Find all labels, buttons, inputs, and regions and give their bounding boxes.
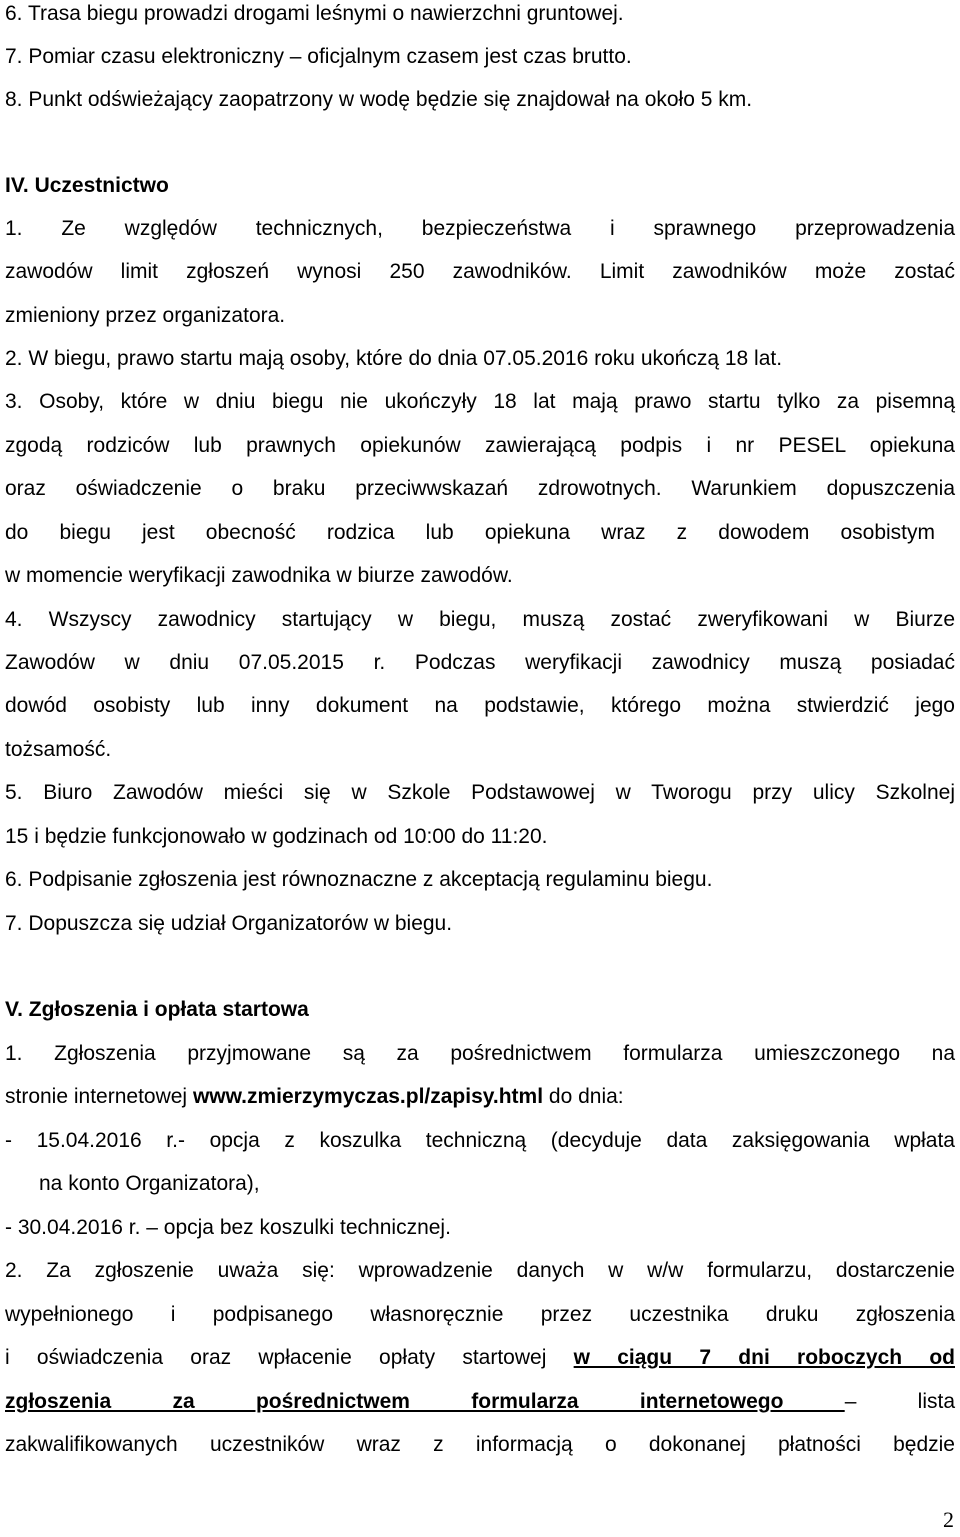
rule-5-2-line-3-pre: i oświadczenia oraz wpłacenie opłaty startowej [5,1346,574,1369]
rule-4-5-line-2: 15 i będzie funkcjonowało w godzinach od 10:00 do 11:20. [5,825,548,848]
rule-5-2-line-2: wypełnionego i podpisanego własnoręcznie przez uczestnika druku zgłoszenia [5,1303,955,1326]
rule-5-2-online-form-emphasis: zgłoszenia za pośrednictwem formularza internetowego [5,1390,845,1413]
rule-4-4-line-3: dowód osobisty lub inny dokument na podstawie, którego można stwierdzić jego [5,694,955,717]
rule-3-6: 6. Trasa biegu prowadzi drogami leśnymi o nawierzchni gruntowej. [5,2,624,25]
section-heading-registration: V. Zgłoszenia i opłata startowa [5,998,309,1021]
section-heading-participation: IV. Uczestnictwo [5,174,169,197]
rule-4-3-line-4: do biegu jest obecność rodzica lub opiekuna wraz z dowodem osobistym [5,521,935,544]
rule-4-1-line-1: 1. Ze względów technicznych, bezpieczeństwa i sprawnego przeprowadzenia [5,217,955,240]
rule-5-2-deadline-emphasis: w ciągu 7 dni roboczych od [573,1346,955,1369]
rule-4-5-line-1: 5. Biuro Zawodów mieści się w Szkole Podstawowej w Tworogu przy ulicy Szkolnej [5,781,955,804]
rule-5-2-line-5: zakwalifikowanych uczestników wraz z informacją o dokonanej płatności będzie [5,1433,955,1456]
rule-4-3-line-3: oraz oświadczenie o braku przeciwwskazań zdrowotnych. Warunkiem dopuszczenia [5,477,955,500]
rule-4-3-line-1: 3. Osoby, które w dniu biegu nie ukończyły 18 lat mają prawo startu tylko za pisemną [5,390,955,413]
rule-4-4-line-4: tożsamość. [5,738,112,761]
rule-3-8: 8. Punkt odświeżający zaopatrzony w wodę będzie się znajdował na około 5 km. [5,88,753,111]
rule-5-1-line-2-post: do dnia: [543,1085,624,1108]
rule-4-7: 7. Dopuszcza się udział Organizatorów w biegu. [5,912,453,935]
rule-5-2-line-1: 2. Za zgłoszenie uważa się: wprowadzenie danych w w/w formularzu, dostarczenie [5,1259,955,1282]
rule-4-3-line-5: w momencie weryfikacji zawodnika w biurze zawodów. [5,564,513,587]
rule-4-1-line-2: zawodów limit zgłoszeń wynosi 250 zawodników. Limit zawodników może zostać [5,260,955,283]
rule-5-1-line-1: 1. Zgłoszenia przyjmowane są za pośrednictwem formularza umieszczonego na [5,1042,955,1065]
rule-4-2: 2. W biegu, prawo startu mają osoby, które do dnia 07.05.2016 roku ukończą 18 lat. [5,347,783,370]
page-number: 2 [943,1507,954,1532]
rule-5-1-line-2-pre: stronie internetowej [5,1085,193,1108]
rule-5-2-line-4-post: – lista [844,1390,956,1413]
rule-5-1-line-2 [5,1083,955,1111]
rule-3-7: 7. Pomiar czasu elektroniczny – oficjalnym czasem jest czas brutto. [5,45,632,68]
rule-4-4-line-1: 4. Wszyscy zawodnicy startujący w biegu, muszą zostać zweryfikowani w Biurze [5,608,955,631]
rule-5-2-line-3 [5,1344,955,1372]
rule-4-1-line-3: zmieniony przez organizatora. [5,304,286,327]
option-with-shirt-line-1: - 15.04.2016 r.- opcja z koszulka techniczną (decyduje data zaksięgowania wpłata [5,1129,955,1152]
rule-4-4-line-2: Zawodów w dniu 07.05.2015 r. Podczas weryfikacji zawodnicy muszą posiadać [5,651,955,674]
option-with-shirt-line-2: na konto Organizatora), [39,1172,260,1195]
rule-4-6: 6. Podpisanie zgłoszenia jest równoznaczne z akceptacją regulaminu biegu. [5,868,713,891]
option-without-shirt: - 30.04.2016 r. – opcja bez koszulki technicznej. [5,1216,451,1239]
rule-5-2-line-4 [5,1388,955,1416]
rule-4-3-line-2: zgodą rodziców lub prawnych opiekunów zawierającą podpis i nr PESEL opiekuna [5,434,955,457]
registration-url-link[interactable]: www.zmierzymyczas.pl/zapisy.html [192,1085,544,1108]
